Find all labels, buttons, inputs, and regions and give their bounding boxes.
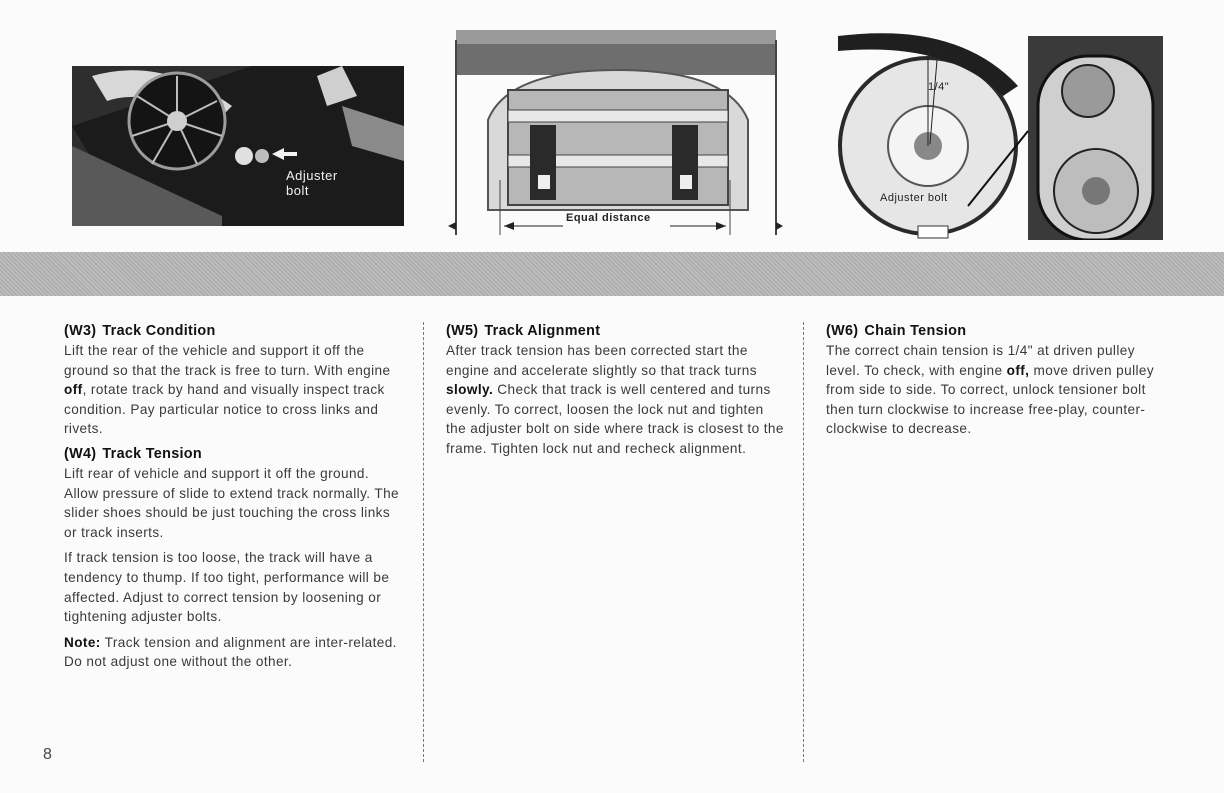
column-divider-2 <box>803 322 804 762</box>
w4-heading <box>64 445 402 464</box>
w4-paragraph-1: Lift rear of vehicle and support it off the ground. Allow pressure of slide to extend track normally. The slider shoes should be just touching the cross links or track inserts. <box>64 465 400 540</box>
page-number: 8 <box>43 746 52 763</box>
w5-paragraph <box>446 341 786 459</box>
w5-heading <box>446 322 786 341</box>
alignment-illustration <box>448 30 783 235</box>
track-alignment-photo <box>448 30 783 235</box>
w6-bold: off, <box>1006 362 1030 378</box>
adjuster-bolt-label-2: Adjuster bolt <box>880 192 948 204</box>
w3-paragraph <box>64 341 402 439</box>
note-label: Note: <box>64 634 101 650</box>
w3-code: (W3) <box>64 323 97 339</box>
w6-text-b: move driven pulley from side to side. To correct, unlock tensioner bolt then turn clockwise to increase free-play, counter-clockwise to decrease. <box>826 362 1155 437</box>
w3-text-b: , rotate track by hand and visually inspect track condition. Pay particular notice to cross links and rivets. <box>64 382 385 437</box>
note-text: Track tension and alignment are inter-related. Do not adjust one without the other. <box>64 634 397 670</box>
track-illustration <box>72 66 404 226</box>
w5-text-b: Check that track is well centered and turns evenly. To correct, loosen the lock nut and tighten the adjuster bolt on side where track is closest to the frame. Tighten lock nut and recheck alignment. <box>446 382 784 456</box>
w3-title: Track Condition <box>102 323 216 339</box>
column-middle <box>446 322 786 465</box>
w4-paragraph-2: If track tension is too loose, the track will have a tendency to thump. If too tight, performance will be affected. Adjust to correct tension by loosening or tightening adjuster bolts. <box>64 550 390 625</box>
quarter-inch-label: 1/4" <box>928 81 950 93</box>
w6-text-a: The correct chain tension is 1/4" at driven pulley level. To check, with engine <box>826 343 1135 378</box>
w5-title: Track Alignment <box>484 323 601 339</box>
chain-tension-photo <box>838 26 1163 240</box>
column-divider-1 <box>423 322 424 762</box>
w5-code: (W5) <box>446 323 479 339</box>
equal-distance-label: Equal distance <box>566 212 651 224</box>
header-band <box>0 252 1224 296</box>
w4-code: (W4) <box>64 445 97 462</box>
w6-title: Chain Tension <box>864 323 967 339</box>
w4-title: Track Tension <box>102 445 202 462</box>
pulley-illustration <box>838 26 1163 240</box>
w4-note <box>64 633 402 672</box>
w3-text-a: Lift the rear of the vehicle and support it off the ground so that the track is free to turn. With engine <box>64 343 391 378</box>
w6-heading <box>826 322 1166 341</box>
w3-bold: off <box>64 382 83 398</box>
column-right <box>826 322 1166 445</box>
w5-text-a: After track tension has been corrected start the engine and accelerate slightly so that track turns <box>446 343 757 378</box>
column-left <box>64 322 402 678</box>
w6-paragraph <box>826 341 1166 439</box>
adjuster-bolt-photo <box>72 66 404 226</box>
adjuster-bolt-label: Adjuster bolt <box>286 168 338 198</box>
w5-bold: slowly. <box>446 382 494 398</box>
w3-heading <box>64 322 402 341</box>
w6-code: (W6) <box>826 323 859 339</box>
